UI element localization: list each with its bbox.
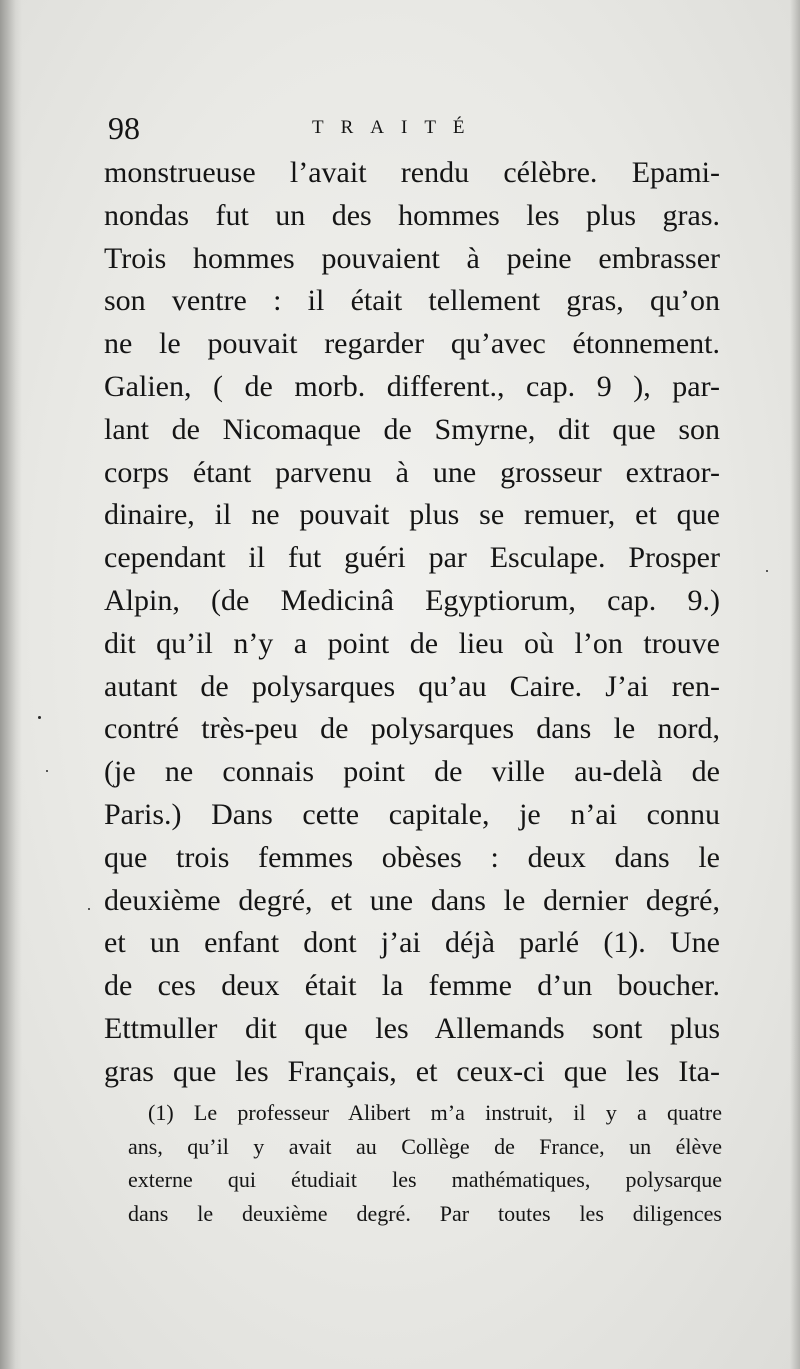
text-line: deuxième degré, et une dans le dernier degré, bbox=[104, 883, 720, 917]
text-line: cependant il fut guéri par Esculape. Prosper bbox=[104, 541, 720, 575]
text-line: autant de polysarques qu’au Caire. J’ai ren- bbox=[104, 669, 720, 703]
text-line: nondas fut un des hommes les plus gras. bbox=[104, 198, 720, 232]
text-line: dinaire, il ne pouvait plus se remuer, et que bbox=[104, 498, 720, 532]
text-line: Paris.) Dans cette capitale, je n’ai connu bbox=[104, 797, 720, 831]
footnote-line: (1) Le professeur Alibert m’a instruit, il y a quatre bbox=[148, 1100, 722, 1125]
paper-speck bbox=[46, 770, 48, 772]
footnote-line: ans, qu’il y avait au Collège de France, un élève bbox=[128, 1133, 722, 1159]
page-header bbox=[108, 106, 708, 150]
text-line: contré très-peu de polysarques dans le nord, bbox=[104, 712, 720, 746]
text-line: Trois hommes pouvaient à peine embrasser bbox=[104, 241, 720, 275]
paper-speck bbox=[88, 908, 90, 910]
page-edge-shadow bbox=[790, 0, 800, 1369]
main-text bbox=[104, 152, 720, 1094]
page-binding-shadow bbox=[0, 0, 22, 1369]
text-line: et un enfant dont j’ai déjà parlé (1). Une bbox=[104, 926, 720, 960]
text-line: gras que les Français, et ceux-ci que les Ita- bbox=[104, 1054, 720, 1088]
text-line: que trois femmes obèses : deux dans le bbox=[104, 840, 720, 874]
text-line: corps étant parvenu à une grosseur extraor- bbox=[104, 455, 720, 489]
text-line: Ettmuller dit que les Allemands sont plus bbox=[104, 1011, 720, 1045]
running-head: TRAITÉ bbox=[312, 117, 482, 138]
text-line: Galien, ( de morb. different., cap. 9 ), par- bbox=[104, 369, 720, 403]
text-line: (je ne connais point de ville au-delà de bbox=[104, 755, 720, 789]
text-line: dit qu’il n’y a point de lieu où l’on trouve bbox=[104, 626, 720, 660]
text-line: monstrueuse l’avait rendu célèbre. Epami- bbox=[104, 156, 720, 189]
text-line: son ventre : il était tellement gras, qu’on bbox=[104, 284, 720, 318]
text-line: lant de Nicomaque de Smyrne, dit que son bbox=[104, 412, 720, 446]
text-line: de ces deux était la femme d’un boucher. bbox=[104, 969, 720, 1003]
text-line: ne le pouvait regarder qu’avec étonnement. bbox=[104, 327, 720, 361]
footnote-line: dans le deuxième degré. Par toutes les diligences bbox=[128, 1200, 722, 1226]
page-number: 98 bbox=[108, 110, 140, 146]
paper-speck bbox=[38, 716, 41, 719]
footnote bbox=[128, 1096, 722, 1230]
footnote-line: externe qui étudiait les mathématiques, polysarque bbox=[128, 1167, 722, 1192]
text-line: Alpin, (de Medicinâ Egyptiorum, cap. 9.) bbox=[104, 583, 720, 617]
paper-speck bbox=[766, 570, 768, 572]
